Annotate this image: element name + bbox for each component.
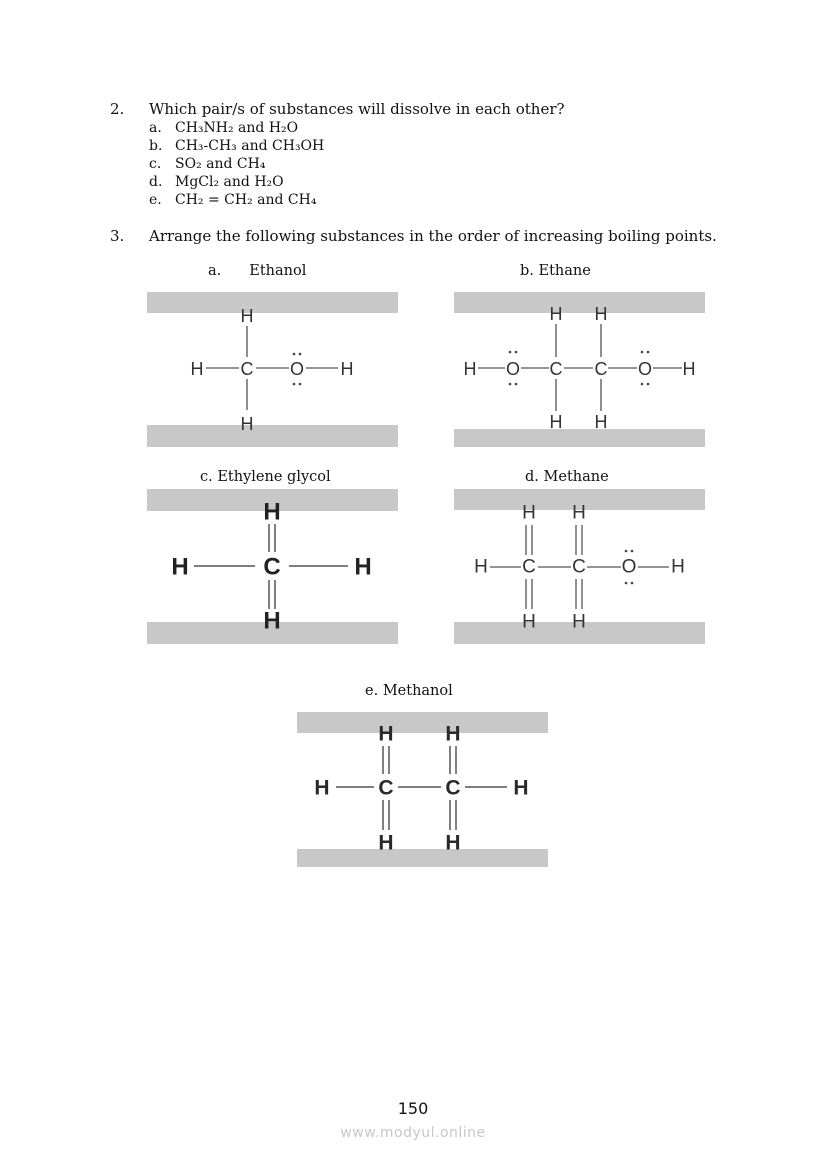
atom-c: C [378, 776, 394, 800]
caption-name: Methanol [382, 683, 453, 699]
atom-c: C [263, 553, 281, 581]
option-c [149, 155, 265, 173]
caption-name: Ethylene glycol [217, 469, 331, 485]
caption-b [520, 263, 591, 279]
option-b [149, 137, 324, 155]
caption-letter: d. [525, 469, 539, 485]
atom-h: H [513, 776, 529, 800]
atom-h: H [549, 412, 563, 432]
atom-h: H [240, 306, 254, 326]
question-text: Arrange the following substances in the order of increasing boiling points. [149, 227, 717, 245]
caption-letter: a. [208, 263, 222, 279]
atom-h: H [594, 412, 608, 432]
option-text: CH₂ = CH₂ and CH₄ [175, 192, 317, 208]
atom-h: H [314, 776, 330, 800]
caption-name: Methane [543, 469, 609, 485]
caption-letter: b. [520, 263, 534, 279]
atom-c: C [240, 359, 254, 379]
atom-h: H [263, 498, 281, 526]
atom-h: H [378, 831, 394, 855]
band-top [454, 292, 705, 313]
atom-o: O [621, 556, 637, 578]
atom-c: C [522, 556, 536, 578]
option-e [149, 191, 316, 209]
band-bottom [147, 425, 398, 447]
atom-h: H [682, 359, 696, 379]
atom-h: H [474, 556, 488, 578]
atom-h: H [549, 304, 563, 324]
structure-panel-a [147, 292, 398, 447]
caption-name: Ethanol [249, 263, 307, 279]
atom-h: H [240, 414, 254, 434]
atom-h: H [340, 359, 354, 379]
atom-h: H [171, 553, 189, 581]
atom-c: C [572, 556, 586, 578]
atom-h: H [263, 607, 281, 635]
atom-o: O [637, 359, 653, 379]
caption-a [208, 263, 306, 279]
option-text: CH₃NH₂ and H₂O [175, 120, 299, 136]
atom-h: H [572, 502, 586, 524]
band-top [147, 292, 398, 313]
atom-h: H [671, 556, 685, 578]
caption-d [525, 469, 609, 485]
atom-o: O [289, 359, 305, 379]
caption-e [365, 683, 453, 699]
option-letter: d. [149, 174, 163, 190]
atom-h: H [378, 722, 394, 746]
atom-h: H [522, 611, 536, 633]
option-d [149, 173, 284, 191]
atom-h: H [594, 304, 608, 324]
atom-h: H [522, 502, 536, 524]
structure-panel-d [454, 489, 705, 644]
option-letter: b. [149, 138, 163, 154]
atom-h: H [445, 722, 461, 746]
option-text: SO₂ and CH₄ [175, 156, 266, 172]
caption-letter: e. [365, 683, 379, 699]
atom-c: C [549, 359, 563, 379]
atom-h: H [463, 359, 477, 379]
structure-panel-b [454, 292, 705, 447]
option-text: MgCl₂ and H₂O [175, 174, 284, 190]
question-number: 2. [110, 100, 125, 118]
atom-h: H [190, 359, 204, 379]
option-letter: e. [149, 192, 162, 208]
band-bottom [297, 849, 548, 867]
atom-o: O [505, 359, 521, 379]
band-top [297, 712, 548, 733]
option-letter: a. [149, 120, 162, 136]
caption-letter: c. [200, 469, 213, 485]
option-letter: c. [149, 156, 162, 172]
atom-c: C [594, 359, 608, 379]
atom-h: H [445, 831, 461, 855]
question-number: 3. [110, 227, 125, 245]
option-a [149, 119, 298, 137]
atom-h: H [354, 553, 372, 581]
watermark: www.modyul.online [340, 1125, 486, 1141]
caption-c [200, 469, 331, 485]
page-number: 150 [397, 1099, 429, 1118]
structure-panel-c [147, 489, 398, 644]
atom-h: H [572, 611, 586, 633]
band-bottom [454, 429, 705, 447]
structure-panel-e [297, 712, 548, 867]
option-text: CH₃-CH₃ and CH₃OH [175, 138, 325, 154]
question-text: Which pair/s of substances will dissolve in each other? [149, 100, 565, 118]
caption-name: Ethane [538, 263, 591, 279]
atom-c: C [445, 776, 461, 800]
